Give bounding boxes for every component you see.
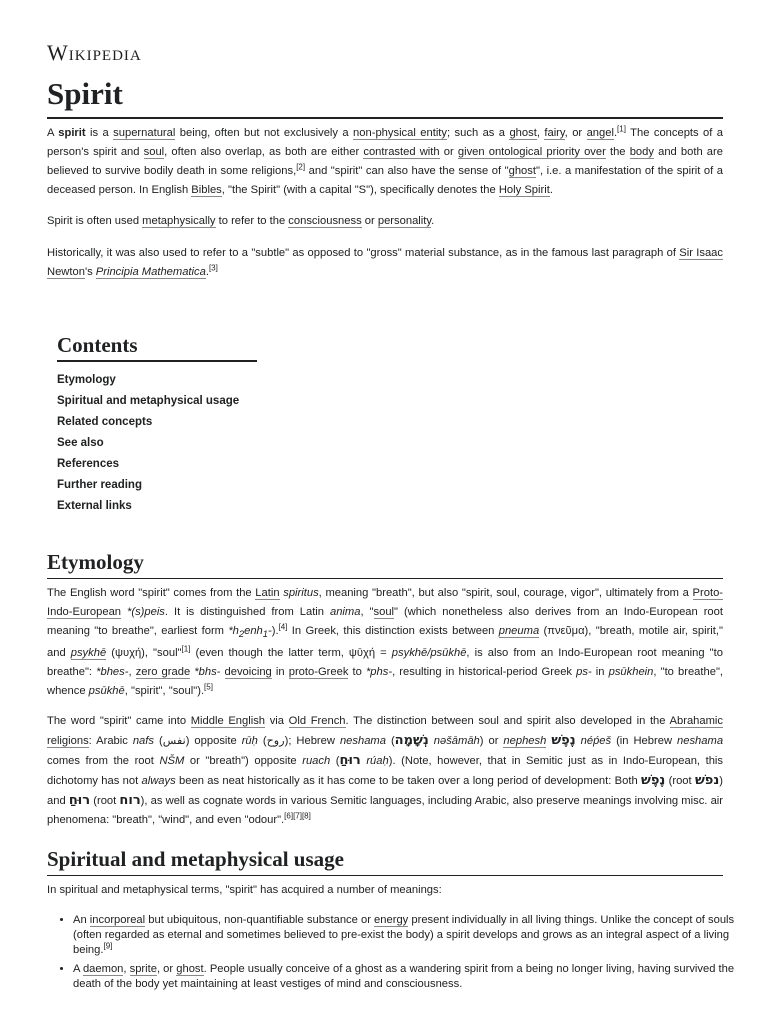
contents-item-further-reading[interactable]: Further reading	[57, 479, 142, 491]
intro-paragraph-1: A spirit is a supernatural being, often but not exclusively a non-physical entity; such as a ghost, fairy, or angel.[1] The concepts of a person's spirit and soul, often also overlap, as both are either contrasted with or given ontological priority over the body and both are believed to survive bodily death in some religions,[2] and "spirit" can also have the sense of "ghost", i.e. a manifestation of the spirit of a deceased person. In English Bibles, "the Spirit" (with a capital "S"), specifically denotes the Holy Spirit.	[47, 124, 724, 196]
usage-intro: In spiritual and metaphysical terms, "spirit" has acquired a number of meanings:	[47, 884, 442, 896]
list-item: • An incorporeal but ubiquitous, non-quantifiable substance or energy present individually in all living things. Unlike the concept of souls (often regarded as eternal and sometimes believed to pre-exist the body) a spirit develops and grows as an integral aspect of a living being.[9]	[73, 913, 741, 958]
usage-divider	[47, 875, 723, 876]
contents-item-etymology[interactable]: Etymology	[57, 374, 116, 386]
contents-item-external-links[interactable]: External links	[57, 500, 132, 512]
etymology-divider	[47, 578, 723, 579]
contents-list	[57, 370, 257, 517]
etymology-heading: Etymology	[47, 550, 144, 574]
contents-heading: Contents	[57, 333, 138, 357]
contents-item-references[interactable]: References	[57, 458, 120, 470]
wikipedia-logo[interactable]: Wikipedia	[47, 40, 142, 65]
usage-heading: Spiritual and metaphysical usage	[47, 847, 344, 871]
usage-list	[55, 913, 741, 996]
title-divider	[47, 117, 723, 119]
etymology-paragraph-2: The word "spirit" came into Middle English via Old French. The distinction between soul and spirit also developed in the Abrahamic religions: Arabic nafs (نفس) opposite rūḥ (روح); Hebrew neshama (נְשָׁמָה nəšāmāh) or nephesh נֶפֶשׁ néṕeš (in Hebrew neshama comes from the root NŠM or "breath") opposite ruach (רוּחַ rúaḥ). (Note, however, that in Semitic just as in Indo-European, this dichotomy has not always been as neat historically as it has come to be taken over a long period of development: Both נֶפֶשׁ (root נפשׁ) and רוּחַ (root רוח), as well as cognate words in various Semitic languages, including Arabic, also preserve meanings involving misc. air phenomena: "breath", "wind", and even "odour".[6][7][8]	[47, 715, 724, 826]
table-of-contents	[57, 333, 257, 517]
contents-item-related-concepts[interactable]: Related concepts	[57, 416, 153, 428]
etymology-paragraph-1: The English word "spirit" comes from the Latin spiritus, meaning "breath", but also "spirit, soul, courage, vigor", ultimately from a Proto-Indo-European *(s)peis. It is distinguished from Latin anima, "soul" (which nonetheless also derives from an Indo-European root meaning "to breathe", earliest form $*h_2enh_1-).[4]$ In Greek, this distinction exists between pneuma (πνεῦμα), "breath, motile air, spirit," and psykhē (ψυχή), "soul"[1] (even though the latter term, ψῡχή = psykhē/psūkhē, is also from an Indo-European root meaning "to breathe": *bhes-, zero grade *bhs- devoicing in proto-Greek to *phs-, resulting in historical-period Greek ps- in psūkhein, "to breathe", whence psūkhē, "spirit", "soul").[5]	[47, 587, 724, 698]
intro-paragraph-2: Spirit is often used metaphysically to refer to the consciousness or personality.	[47, 215, 435, 227]
page-title: Spirit	[47, 76, 123, 111]
contents-item-spiritual-usage[interactable]: Spiritual and metaphysical usage	[57, 395, 240, 407]
contents-item-see-also[interactable]: See also	[57, 437, 104, 449]
intro-paragraph-3: Historically, it was also used to refer to a "subtle" as opposed to "gross" material substance, as in the famous last paragraph of Sir Isaac Newton's Principia Mathematica.[3]	[47, 247, 723, 278]
list-item: • A daemon, sprite, or ghost. People usually conceive of a ghost as a wandering spirit from a being no longer living, having survived the death of the body yet maintaining at least vestiges of mind and consciousness.	[73, 962, 741, 992]
contents-divider	[57, 360, 257, 362]
